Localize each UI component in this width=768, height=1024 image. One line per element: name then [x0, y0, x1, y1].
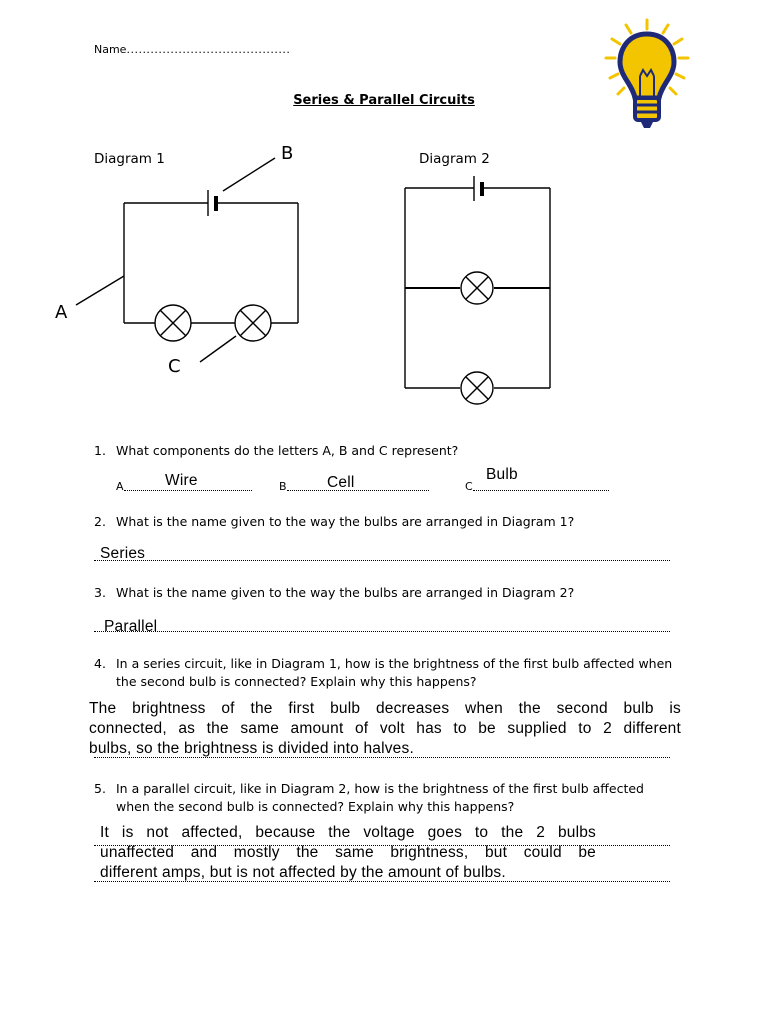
answer-c: Bulb	[486, 466, 518, 483]
diagram1-label-c: C	[168, 356, 181, 377]
diagram2-circuit	[405, 176, 550, 404]
answer-5	[100, 823, 596, 883]
diagram1-title: Diagram 1	[94, 151, 165, 167]
question-number: 3.	[94, 585, 106, 600]
answer-3: Parallel	[104, 618, 158, 635]
diagram1-label-b: B	[281, 143, 294, 164]
answer-4	[89, 699, 681, 759]
answer-5-line1: It is not affected, because the voltage goes to the 2 bulbs	[100, 824, 596, 841]
question-text-line1: In a parallel circuit, like in Diagram 2, how is the brightness of the first bulb affected	[116, 781, 644, 796]
answer-5-line2: unaffected and mostly the same brightness, but could be	[100, 844, 596, 861]
answer-c-line	[473, 490, 609, 491]
circuit-diagrams	[0, 0, 768, 420]
diagram1-label-a: A	[55, 302, 68, 323]
question-number: 5.	[94, 781, 106, 796]
answer-a-prefix: A	[116, 480, 124, 493]
answer-5-line3: different amps, but is not affected by the amount of bulbs.	[100, 864, 506, 881]
question-text: What is the name given to the way the bulbs are arranged in Diagram 1?	[116, 514, 575, 529]
question-4	[94, 655, 672, 691]
worksheet-title: Series & Parallel Circuits	[293, 93, 475, 108]
question-text: What is the name given to the way the bulbs are arranged in Diagram 2?	[116, 585, 575, 600]
answer-c-prefix: C	[465, 480, 473, 493]
answer-5-dotted-line-2	[94, 881, 670, 882]
answer-a: Wire	[165, 472, 198, 489]
answer-3-line	[94, 631, 670, 632]
question-2	[94, 513, 574, 531]
question-text-line1: In a series circuit, like in Diagram 1, how is the brightness of the first bulb affected when	[116, 656, 673, 671]
question-text-line2: when the second bulb is connected? Explain why this happens?	[116, 799, 515, 814]
name-label: Name	[94, 43, 127, 56]
question-1	[94, 442, 458, 460]
answer-4-line1: The brightness of the first bulb decreases when the second bulb is	[89, 700, 681, 717]
answer-4-line2: connected, as the same amount of volt has to be supplied to 2 different	[89, 720, 681, 737]
diagram1-circuit	[76, 158, 298, 362]
question-3	[94, 584, 574, 602]
question-text-line2: the second bulb is connected? Explain why this happens?	[116, 674, 477, 689]
answer-4-line3: bulbs, so the brightness is divided into halves.	[89, 740, 414, 757]
answer-5-dotted-line-1	[94, 845, 670, 846]
diagram2-title: Diagram 2	[419, 151, 490, 167]
name-field: Name.........................................	[94, 43, 291, 56]
answer-4-dotted-line	[94, 757, 670, 758]
answer-b-line	[287, 490, 429, 491]
answer-2: Series	[100, 545, 146, 562]
answer-b-prefix: B	[279, 480, 287, 493]
question-number: 4.	[94, 656, 106, 671]
question-number: 2.	[94, 514, 106, 529]
question-5	[94, 780, 644, 816]
question-number: 1.	[94, 443, 106, 458]
question-text: What components do the letters A, B and C represent?	[116, 443, 459, 458]
answer-b: Cell	[327, 474, 355, 491]
answer-2-line	[94, 560, 670, 561]
